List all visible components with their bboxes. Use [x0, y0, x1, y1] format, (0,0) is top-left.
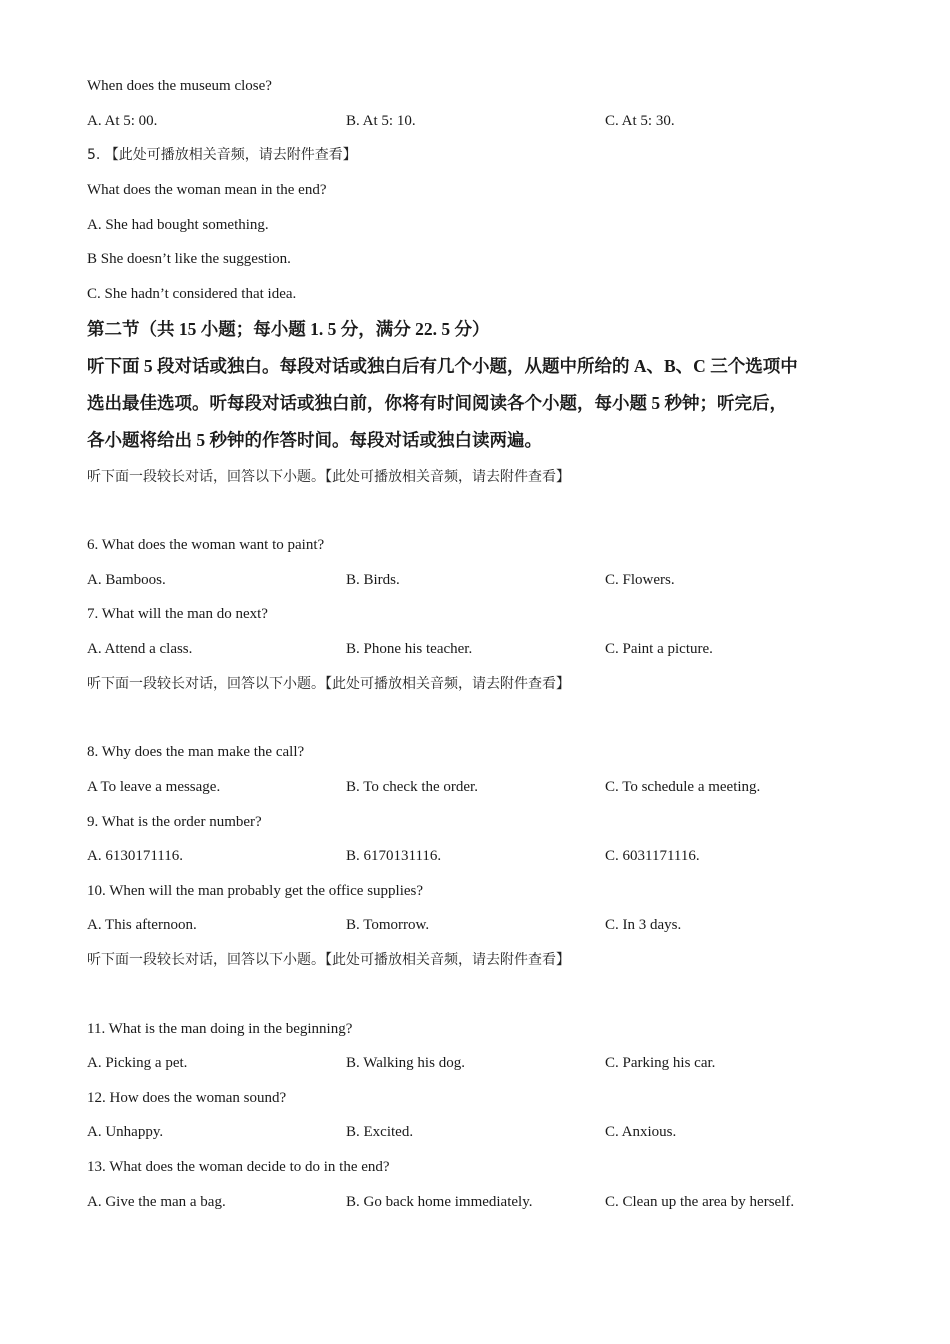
option-b: B. Excited.: [346, 1124, 414, 1140]
option-b: B. Phone his teacher.: [346, 641, 473, 657]
option-a: A. 6130171116.: [87, 848, 183, 864]
question-text: 11. What is the man doing in the beginning?: [87, 1021, 353, 1037]
question-text: 6. What does the woman want to paint?: [87, 537, 325, 553]
question-text: 8. Why does the man make the call?: [87, 744, 305, 760]
section-instructions-line: 选出最佳选项。听每段对话或独白前，你将有时间阅读各个小题，每小题 5 秒钟；听完后，: [87, 393, 787, 413]
question-text: What does the woman mean in the end?: [87, 182, 327, 198]
question-text: 9. What is the order number?: [87, 814, 262, 830]
option-b: B. To check the order.: [346, 779, 478, 795]
option-b: B. Walking his dog.: [346, 1055, 465, 1071]
option-c: C. 6031171116.: [605, 848, 700, 864]
option-a: A. This afternoon.: [87, 917, 197, 933]
option-b: B She doesn’t like the suggestion.: [87, 251, 291, 267]
option-c: C. Clean up the area by herself.: [605, 1194, 795, 1210]
option-c: C. To schedule a meeting.: [605, 779, 761, 795]
option-b: B. At 5: 10.: [346, 113, 416, 129]
option-a: A. At 5: 00.: [87, 113, 158, 129]
question-text: When does the museum close?: [87, 78, 272, 94]
option-a: A. Attend a class.: [87, 641, 193, 657]
option-b: B. Tomorrow.: [346, 917, 430, 933]
option-a: A. Unhappy.: [87, 1124, 164, 1140]
section-instructions-line: 各小题将给出 5 秒钟的作答时间。每段对话或独白读两遍。: [87, 430, 542, 450]
question-text: 12. How does the woman sound?: [87, 1090, 287, 1106]
option-c: C. Flowers.: [605, 572, 675, 588]
option-a: A To leave a message.: [87, 779, 221, 795]
audio-note: 5. 【此处可播放相关音频，请去附件查看】: [87, 147, 357, 163]
option-c: C. Paint a picture.: [605, 641, 713, 657]
audio-note: 听下面一段较长对话，回答以下小题。【此处可播放相关音频，请去附件查看】: [87, 952, 570, 968]
section-heading: 第二节（共 15 小题；每小题 1. 5 分，满分 22. 5 分）: [87, 319, 490, 339]
option-b: B. 6170131116.: [346, 848, 442, 864]
option-a: A. Bamboos.: [87, 572, 166, 588]
option-b: B. Go back home immediately.: [346, 1194, 533, 1210]
option-c: C. She hadn’t considered that idea.: [87, 286, 297, 302]
audio-note: 听下面一段较长对话，回答以下小题。【此处可播放相关音频，请去附件查看】: [87, 469, 570, 485]
section-instructions-line: 听下面 5 段对话或独白。每段对话或独白后有几个小题，从题中所给的 A、B、C 三个选项中: [87, 356, 798, 376]
question-text: 7. What will the man do next?: [87, 606, 268, 622]
question-text: 13. What does the woman decide to do in the end?: [87, 1159, 390, 1175]
option-c: C. At 5: 30.: [605, 113, 675, 129]
option-b: B. Birds.: [346, 572, 400, 588]
option-c: C. In 3 days.: [605, 917, 682, 933]
audio-note: 听下面一段较长对话，回答以下小题。【此处可播放相关音频，请去附件查看】: [87, 676, 570, 692]
option-c: C. Parking his car.: [605, 1055, 716, 1071]
option-a: A. Give the man a bag.: [87, 1194, 226, 1210]
option-a: A. She had bought something.: [87, 217, 269, 233]
option-a: A. Picking a pet.: [87, 1055, 188, 1071]
question-text: 10. When will the man probably get the office supplies?: [87, 883, 424, 899]
option-c: C. Anxious.: [605, 1124, 677, 1140]
